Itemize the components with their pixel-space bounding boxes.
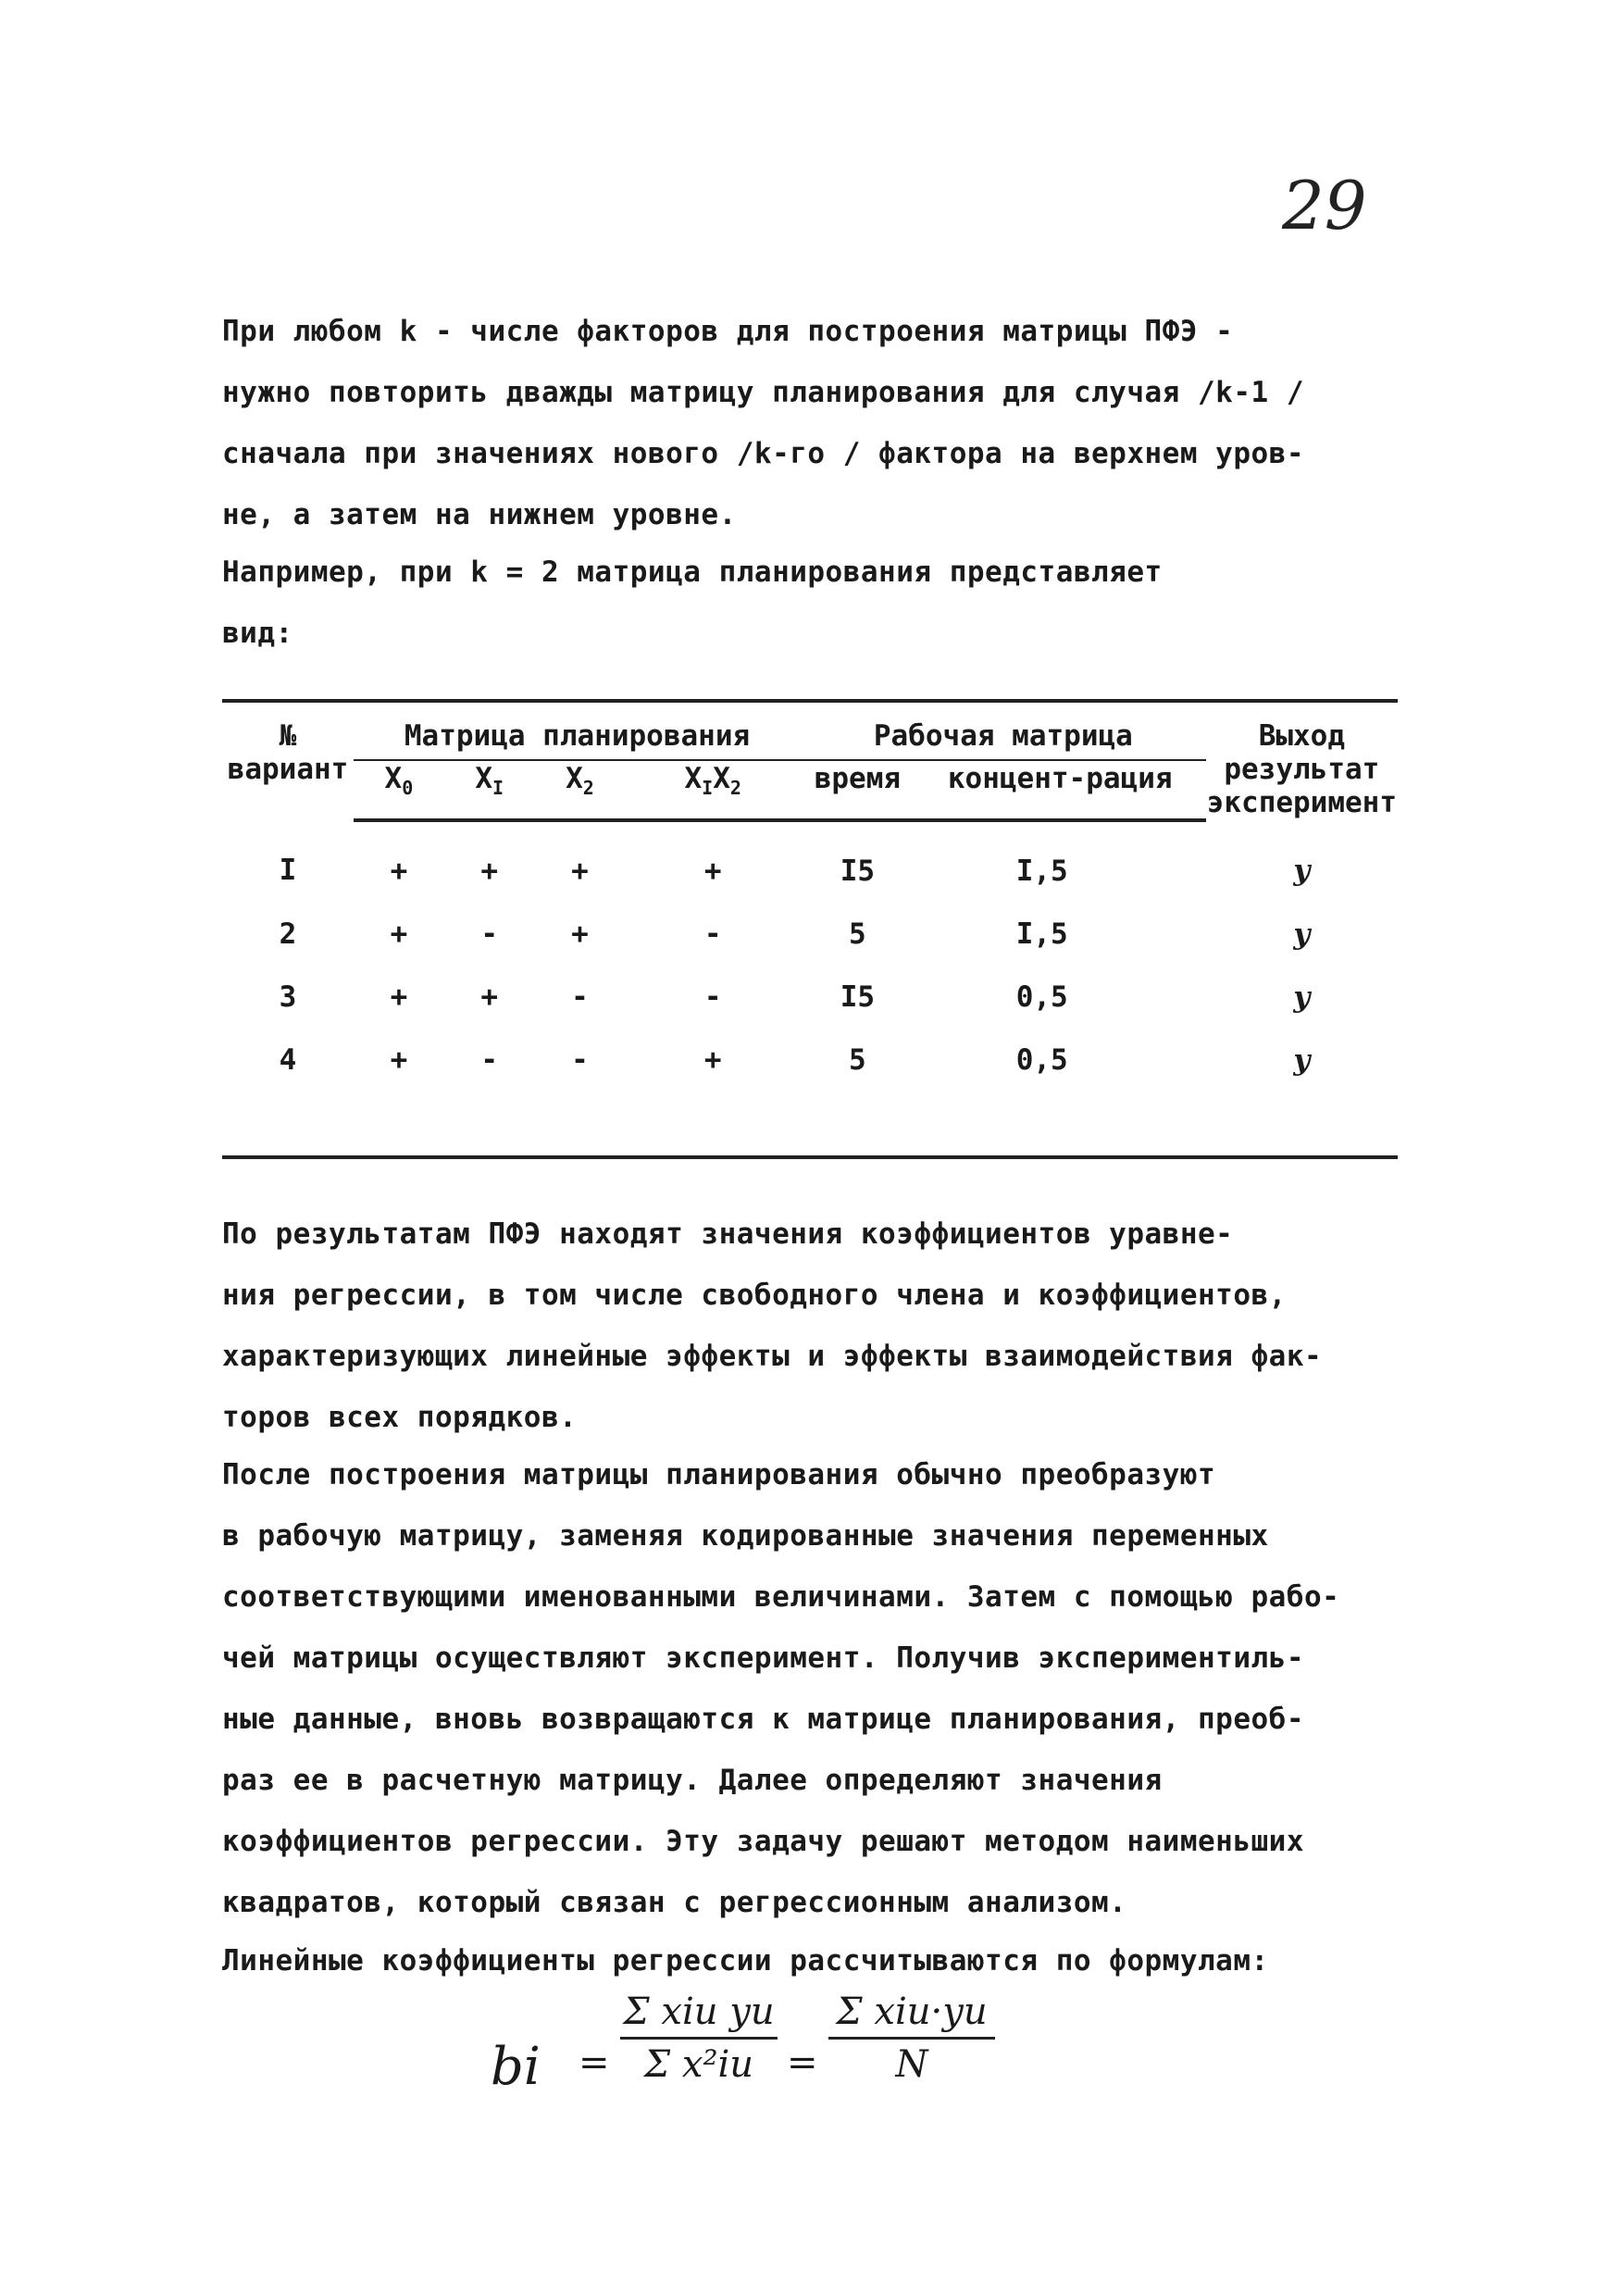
cell-variant: 3 (279, 980, 297, 1014)
col-x2: $X_2$ (535, 760, 626, 820)
formula-numerator: Σ xiu yu (623, 1990, 775, 2033)
cell-x1: + (480, 855, 499, 888)
cell-variant: I (279, 854, 297, 887)
cell-time: I5 (840, 855, 876, 888)
formula-numerator: Σ xiu·yu (836, 1990, 988, 2033)
cell-x2: - (571, 980, 589, 1014)
table-row (222, 1029, 1398, 1157)
cell-time: 5 (801, 1029, 915, 1157)
cell-concentration: I,5 (1015, 917, 1068, 951)
text-line: квадратов, который связан с регрессионным анализом. (222, 1886, 1127, 1919)
paragraph-procedure (222, 1444, 1407, 1933)
table-row (222, 903, 1398, 966)
cell-concentration: I,5 (1015, 855, 1068, 888)
paragraph-formula-intro (222, 1930, 1407, 1991)
planning-matrix-table (222, 699, 1398, 1159)
cell-x1x2: - (703, 917, 722, 951)
cell-concentration: 0,5 (1015, 980, 1068, 1014)
cell-x1: + (480, 980, 499, 1014)
cell-x0: + (390, 917, 408, 951)
cell-x1x2: - (703, 980, 722, 1014)
cell-result: y (1206, 1029, 1398, 1157)
regression-formula (491, 1990, 1046, 2148)
cell-x2: + (571, 917, 589, 951)
cell-variant: 2 (279, 917, 297, 951)
text-line: ные данные, вновь возвращаются к матрице планирования, преоб- (222, 1703, 1304, 1736)
text-line: торов всех порядков. (222, 1401, 578, 1434)
col-x1x2: $X_IX_2$ (625, 760, 801, 820)
cell-time: I5 (840, 980, 876, 1014)
matrix-group-header: Матрица планирования (354, 701, 801, 760)
fraction-bar (828, 2037, 995, 2040)
cell-x0: + (390, 980, 408, 1014)
formula-fraction (620, 1990, 778, 2086)
text-line: в рабочую матрицу, заменяя кодированные значения переменных (222, 1519, 1269, 1553)
cell-x2: + (571, 855, 589, 888)
formula-denominator: Σ x²iu (643, 2043, 754, 2086)
table-row (222, 820, 1398, 903)
cell-variant: 4 (222, 1029, 354, 1157)
text-line: вид: (222, 617, 293, 650)
paragraph-results (222, 1204, 1407, 1448)
paragraph-example (222, 542, 1407, 664)
cell-x1: - (480, 917, 499, 951)
work-matrix-group-header: Рабочая матрица (801, 701, 1206, 760)
text-line: После построения матрицы планирования обычно преобразуют (222, 1458, 1216, 1491)
formula-fraction (828, 1990, 995, 2086)
text-line: коэффициентов регрессии. Эту задачу решают методом наименьших (222, 1825, 1304, 1858)
cell-result: y (1293, 980, 1311, 1014)
text-line: раз ее в расчетную матрицу. Далее определяют значения (222, 1764, 1163, 1797)
table-row (222, 966, 1398, 1029)
formula-denominator: N (895, 2043, 928, 2086)
text-line: При любом k - числе факторов для построения матрицы ПФЭ - (222, 315, 1234, 348)
equals-sign: = (579, 2041, 610, 2084)
cell-x1x2: + (625, 1029, 801, 1157)
text-line: ния регрессии, в том числе свободного члена и коэффициентов, (222, 1279, 1287, 1312)
text-line: не, а затем на нижнем уровне. (222, 498, 737, 531)
cell-x0: + (390, 855, 408, 888)
text-line: сначала при значениях нового /k-го / фактора на верхнем уров- (222, 437, 1304, 470)
cell-concentration: 0,5 (915, 1029, 1206, 1157)
col-concentration: концент-рация (915, 760, 1206, 820)
col-time: время (801, 760, 915, 820)
cell-x1: - (444, 1029, 535, 1157)
variant-header: № вариант (222, 701, 354, 820)
text-line: чей матрицы осуществляют эксперимент. Получив экспериментиль- (222, 1641, 1304, 1675)
fraction-bar (620, 2037, 778, 2040)
cell-x2: - (535, 1029, 626, 1157)
output-header: Выход результат эксперимент (1206, 701, 1398, 820)
text-line: Линейные коэффициенты регрессии рассчитываются по формулам: (222, 1944, 1269, 1978)
page-number: 29 (1282, 167, 1367, 244)
cell-x0: + (354, 1029, 444, 1157)
text-line: По результатам ПФЭ находят значения коэффициентов уравне- (222, 1217, 1234, 1251)
text-line: нужно повторить дважды матрицу планирования для случая /k-1 / (222, 376, 1304, 409)
equals-sign: = (787, 2041, 818, 2084)
col-x1: $X_I$ (444, 760, 535, 820)
text-line: соответствующими именованными величинами. Затем с помощью рабо- (222, 1580, 1340, 1614)
cell-result: y (1293, 854, 1311, 887)
text-line: характеризующих линейные эффекты и эффекты взаимодействия фак- (222, 1340, 1323, 1373)
cell-result: y (1293, 917, 1311, 951)
paragraph-intro (222, 301, 1407, 545)
col-x0: $X_0$ (354, 760, 444, 820)
cell-time: 5 (849, 917, 866, 951)
formula-lhs: bi (491, 2037, 541, 2097)
cell-x1x2: + (703, 855, 722, 888)
text-line: Например, при k = 2 матрица планирования представляет (222, 555, 1163, 589)
